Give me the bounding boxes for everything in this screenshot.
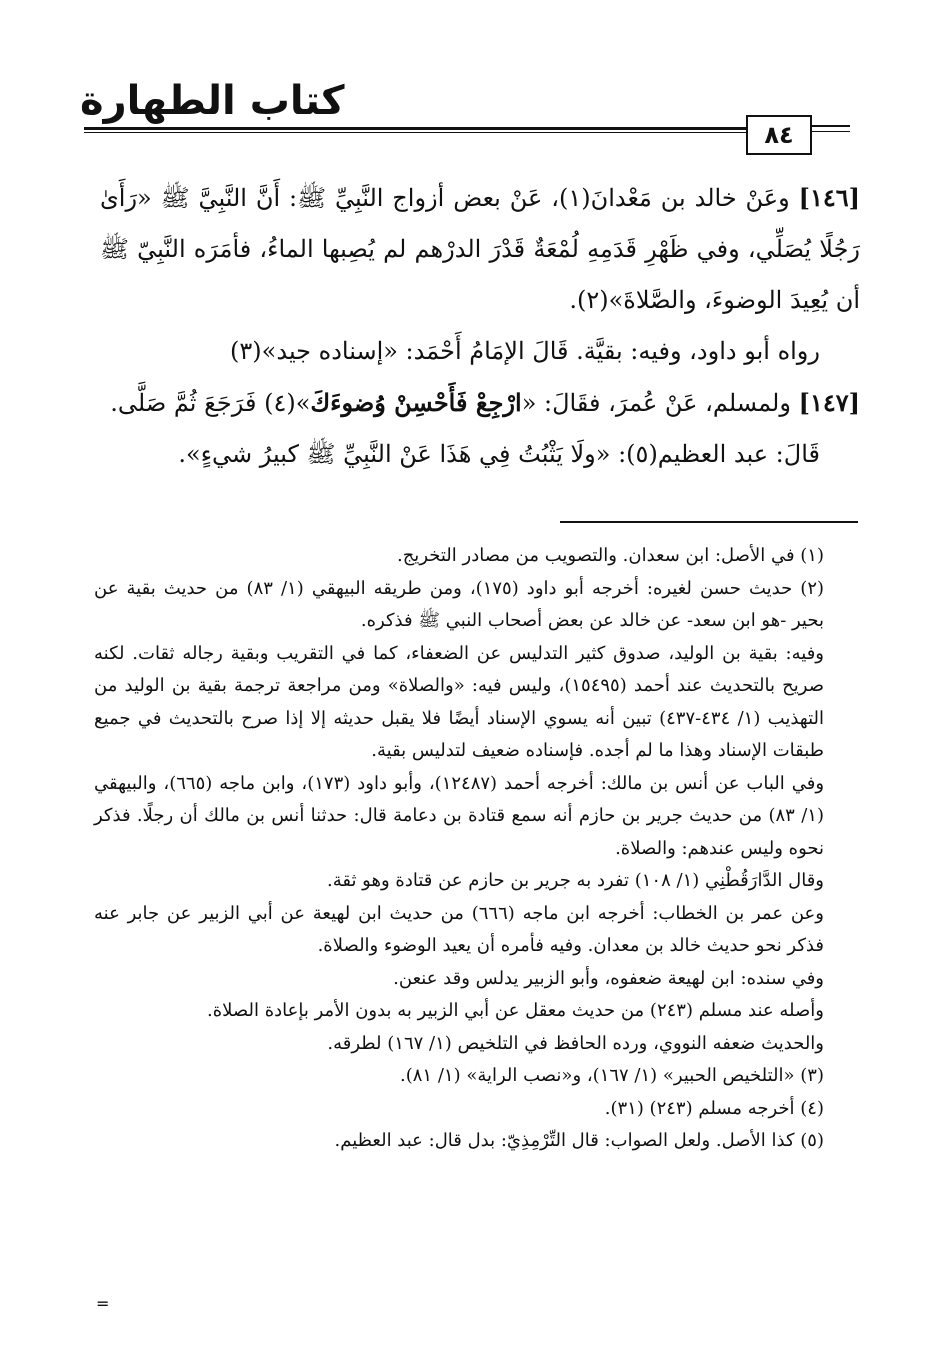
- footnote-paragraph: والحديث ضعفه النووي، ورده الحافظ في التلخيص (١/ ١٦٧) لطرقه.: [327, 1032, 824, 1054]
- page-number: ٨٤: [764, 121, 794, 149]
- hadith-147: [100, 377, 860, 429]
- main-text: [100, 172, 860, 480]
- hadith-text-pre: ولمسلم، عَنْ عُمرَ، فقَالَ: «: [521, 389, 791, 417]
- footnotes: [94, 540, 864, 1158]
- hadith-number: [١٤٧]: [798, 388, 860, 417]
- page-signature-mark: =: [96, 1294, 110, 1313]
- footnote-paragraph: وفي الباب عن أنس بن مالك: أخرجه أحمد (١٢٤٨٧)، وأبو داود (١٧٣)، وابن ماجه (٦٦٥)، والبيهقي (١/ ٨٣) من حديث جرير بن حازم أنه سمع قتادة بن دعامة قال: حدثنا أنس بن مالك أن رجلًا. فذكر نحوه وليس عندهم: والصلاة.: [94, 772, 825, 859]
- footnote-5: (٥) كذا الأصل. ولعل الصواب: قال التِّرْمِذِيّ: بدل قال: عبد العظيم.: [334, 1130, 824, 1151]
- prophet-quote: ارْجِعْ فَأَحْسِنْ وُضوءَكَ: [310, 388, 522, 417]
- footnote-paragraph: وأصله عند مسلم (٢٤٣) من حديث معقل عن أبي الزبير به بدون الأمر بإعادة الصلاة.: [207, 1000, 824, 1021]
- footnote-paragraph: وعن عمر بن الخطاب: أخرجه ابن ماجه (٦٦٦) من حديث ابن لهيعة عن أبي الزبير عن جابر عنه فذكر نحو حديث خالد بن معدان. وفيه فأمره أن يعيد الوضوء والصلاة.: [94, 902, 824, 956]
- hadith-text: وعَنْ خالد بن مَعْدانَ(١)، عَنْ بعض أزواج النَّبِيِّ ﷺ: أَنَّ النَّبِيَّ ﷺ «رَأَىٰ رَجُلًا يُصَلِّي، وفي ظَهْرِ قَدَمِهِ لُمْعَةٌ قَدْرَ الدرْهم لم يُصِبها الماءُ، فأمَرَه النَّبِيّ ﷺ أن يُعِيدَ الوضوءَ، والصَّلاةَ»(٢).: [100, 184, 860, 314]
- narration-note: رواه أبو داود، وفيه: بقيَّة. قَالَ الإمَامُ أَحْمَد: «إسناده جيد»(٣): [230, 337, 820, 365]
- footnote-3: (٣) «التلخيص الحبير» (١/ ١٦٧)، و«نصب الراية» (١/ ٨١).: [400, 1065, 824, 1086]
- footnote-4: (٤) أخرجه مسلم (٢٤٣) (٣١).: [604, 1097, 824, 1119]
- hadith-text-post: »(٤) فَرَجَعَ ثُمَّ صَلَّى.: [110, 389, 311, 417]
- footnote-paragraph: وفيه: بقية بن الوليد، صدوق كثير التدليس عن الضعفاء، كما في التقريب وبقية رجاله ثقات. لكنه صريح بالتحديث عند أحمد (١٥٤٩٥)، وليس فيه: «والصلاة» ومن مراجعة ترجمة بقية بن الوليد من التهذيب (١/ ٤٣٤-٤٣٧) تبين أنه يسوي الإسناد أيضًا فلا يقبل حديثه إلا إذا صرح بالتحديث في جميع طبقات الإسناد وهذا ما لم أجده. فإسناده ضعيف لتدليس بقية.: [94, 642, 824, 761]
- author-comment: قَالَ: عبد العظيم(٥): «ولَا يَثْبُتُ فِي هَذَا عَنْ النَّبِيِّ ﷺ كبيرُ شيءٍ».: [178, 440, 820, 468]
- footnote-separator: [560, 521, 858, 523]
- header-rule-thin: [84, 132, 746, 133]
- footnote-1: (١) في الأصل: ابن سعدان. والتصويب من مصادر التخريج.: [396, 545, 824, 566]
- footnote-paragraph: وفي سنده: ابن لهيعة ضعفوه، وأبو الزبير يدلس وقد عنعن.: [393, 967, 824, 989]
- header-rule-right-thin: [810, 131, 850, 132]
- header-rule-right: [810, 125, 850, 127]
- hadith-146: [100, 172, 860, 326]
- footnote-paragraph: وقال الدَّارَقُطْنِي (١/ ١٠٨) تفرد به جرير بن حازم عن قتادة وهو ثقة.: [326, 870, 824, 891]
- book-title: كتاب الطهارة: [80, 78, 345, 124]
- footnote-2: (٢) حديث حسن لغيره: أخرجه أبو داود (١٧٥)، ومن طريقه البيهقي (١/ ٨٣) من حديث بقية عن بحير -هو ابن سعد- عن خالد عن بعض أصحاب النبي ﷺ فذكره.: [94, 577, 825, 631]
- page-header: [0, 70, 940, 160]
- page-number-box: [746, 115, 812, 155]
- header-rule-thick: [84, 127, 746, 130]
- hadith-number: [١٤٦]: [798, 183, 860, 212]
